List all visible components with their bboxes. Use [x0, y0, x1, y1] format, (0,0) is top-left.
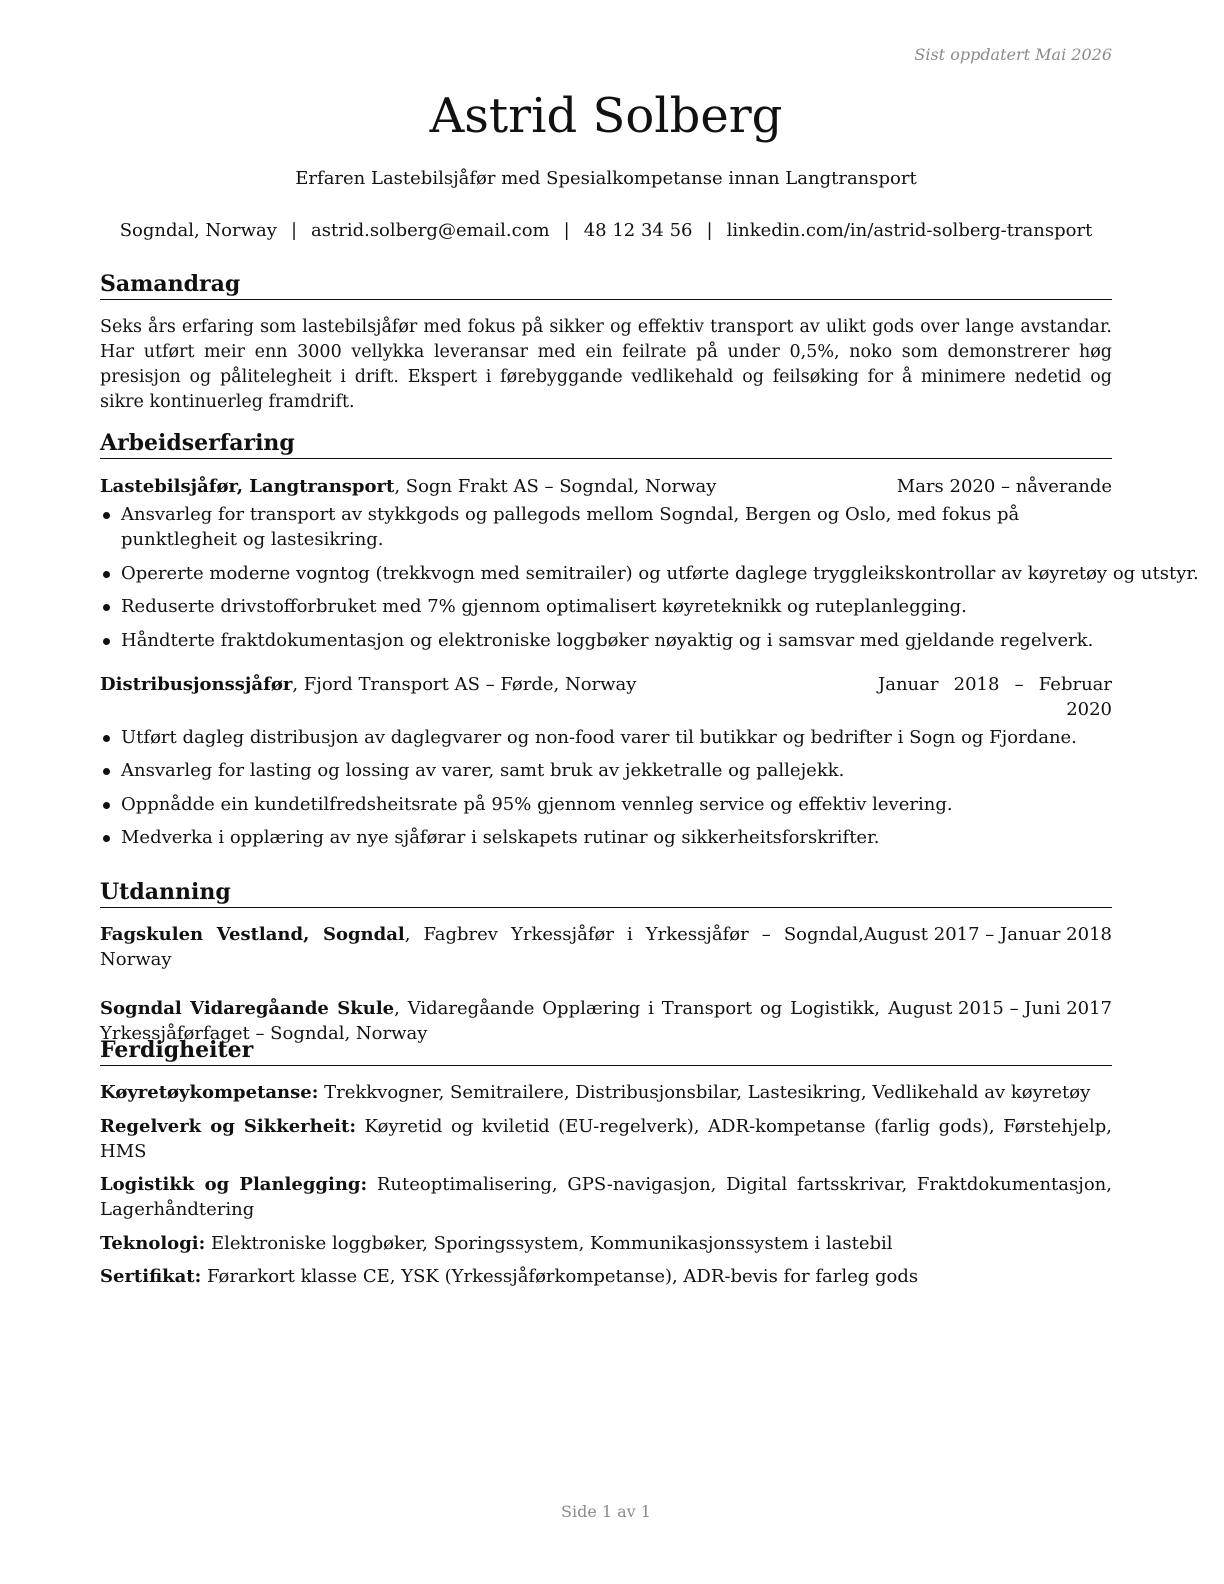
education-detail: , Fagbrev Yrkessjåfør i Yrkessjåfør – Sogndal, Norway: [100, 924, 864, 970]
education-entry: [100, 922, 1112, 972]
list-item: [100, 725, 1115, 750]
list-item: [100, 628, 1115, 653]
education-school: Fagskulen Vestland, Sogndal: [100, 924, 405, 945]
bullet-icon: [103, 512, 110, 519]
section-title-experience: Arbeidserfaring: [100, 429, 1112, 459]
job-entry: [100, 474, 1199, 653]
bullet-text: Ansvarleg for lasting og lossing av varer, samt bruk av jekketralle og pallejekk.: [121, 760, 845, 781]
education-dates: August 2017 – Januar 2018: [863, 924, 1112, 945]
skill-value: Elektroniske loggbøker, Sporingssystem, Kommunikasjonssystem i lastebil: [205, 1232, 893, 1254]
contact-separator: |: [290, 220, 298, 241]
section-title-education: Utdanning: [100, 878, 1112, 908]
skill-row: [100, 1231, 1112, 1256]
experience-section: [100, 429, 1199, 859]
job-title-line: [100, 474, 716, 499]
list-item: [100, 758, 1115, 783]
list-item: [100, 825, 1115, 850]
bullet-icon: [103, 571, 110, 578]
skills-list: [100, 1080, 1112, 1289]
skill-value: Førarkort klasse CE, YSK (Yrkessjåførkompetanse), ADR-bevis for farleg gods: [201, 1266, 919, 1287]
section-title-skills: Ferdigheiter: [100, 1036, 1112, 1066]
bullet-text: Opererte moderne vogntog (trekkvogn med semitrailer) og utførte daglege tryggleikskontrollar av køyretøy og utstyr.: [121, 562, 1199, 584]
bullet-text: Håndterte fraktdokumentasjon og elektroniske loggbøker nøyaktig og i samsvar med gjeldande regelverk.: [121, 629, 1094, 651]
contact-separator: |: [706, 220, 713, 241]
job-bullets: [100, 725, 1112, 851]
bullet-text: Reduserte drivstofforbruket med 7% gjennom optimalisert køyreteknikk og ruteplanlegging.: [121, 596, 967, 617]
skill-label: Køyretøykompetanse:: [100, 1082, 319, 1103]
job-header: [100, 672, 1112, 722]
education-school: Sogndal Vidaregåande Skule: [100, 998, 395, 1019]
resume-page: [100, 0, 1199, 1584]
job-dates: Mars 2020 – nåverande: [896, 476, 1112, 497]
summary-text: Seks års erfaring som lastebilsjåfør med fokus på sikker og effektiv transport av ulikt gods over lange avstandar. Har utført meir enn 3000 vellykka leveransar med ein feilrate på under 0,5%, noko som demonstrerer høg presisjon og pålitelegheit i drift. Ekspert i førebyggande vedlikehald og feilsøking for å minimere nedetid og sikre kontinuerleg framdrift.: [100, 317, 1112, 412]
skill-value: Trekkvogner, Semitrailere, Distribusjonsbilar, Lastesikring, Vedlikehald av køyretøy: [318, 1082, 1091, 1103]
list-item: [100, 561, 1199, 586]
job-role: Distribusjonssjåfør: [100, 673, 293, 695]
list-item: [100, 792, 1115, 817]
skill-row: [100, 1264, 1112, 1289]
bullet-text: Ansvarleg for transport av stykkgods og pallegods mellom Sogndal, Bergen og Oslo, med fokus på punktlegheit og lastesikring.: [121, 504, 1020, 550]
contact-line: [100, 219, 1112, 243]
candidate-headline: Erfaren Lastebilsjåfør med Spesialkompetanse innan Langtransport: [295, 168, 917, 189]
last-updated-text: Sist oppdatert Mai 2026: [914, 45, 1112, 64]
skill-row: [100, 1114, 1112, 1164]
bullet-icon: [103, 768, 110, 775]
job-header: [100, 474, 1112, 499]
bullet-icon: [103, 802, 110, 809]
bullet-icon: [103, 638, 110, 645]
job-entry: [100, 672, 1112, 851]
contact-separator: |: [563, 220, 570, 241]
skill-label: Logistikk og Planlegging:: [100, 1174, 368, 1195]
bullet-icon: [103, 835, 110, 842]
summary-section: [100, 270, 1112, 415]
skill-value: Ruteoptimalisering, GPS-navigasjon, Digital fartsskrivar, Fraktdokumentasjon, Lagerhåndtering: [100, 1174, 1112, 1220]
page-number: Side 1 av 1: [561, 1502, 651, 1521]
job-title-line: [100, 672, 636, 722]
skill-label: Sertifikat:: [100, 1266, 202, 1287]
bullet-icon: [103, 735, 110, 742]
list-item: [100, 502, 1115, 552]
contact-linkedin[interactable]: linkedin.com/in/astrid-solberg-transport: [726, 220, 1093, 241]
skill-row: [100, 1172, 1112, 1222]
bullet-text: Oppnådde ein kundetilfredsheitsrate på 95% gjennom vennleg service og effektiv levering.: [121, 793, 953, 815]
job-bullets: [100, 502, 1199, 653]
contact-location: Sogndal, Norway: [119, 220, 277, 241]
job-dates: Januar 2018 – Februar 2020: [878, 673, 1112, 720]
contact-email[interactable]: astrid.solberg@email.com: [311, 220, 550, 241]
skill-label: Teknologi:: [100, 1232, 206, 1254]
bullet-icon: [103, 604, 110, 611]
contact-phone: 48 12 34 56: [583, 220, 693, 241]
section-title-summary: Samandrag: [100, 270, 1112, 300]
list-item: [100, 594, 1115, 619]
job-employer: , Fjord Transport AS – Førde, Norway: [292, 673, 637, 695]
skill-row: [100, 1080, 1112, 1105]
bullet-text: Medverka i opplæring av nye sjåførar i selskapets rutinar og sikkerheitsforskrifter.: [121, 827, 880, 848]
job-role: Lastebilsjåfør, Langtransport: [100, 476, 395, 497]
skill-label: Regelverk og Sikkerheit:: [100, 1115, 356, 1137]
skills-section: [100, 1036, 1112, 1298]
education-detail: , Vidaregåande Opplæring i Transport og Logistikk, Yrkessjåførfaget – Sogndal, Norway: [100, 998, 880, 1044]
candidate-name: Astrid Solberg: [429, 88, 783, 144]
job-employer: , Sogn Frakt AS – Sogndal, Norway: [394, 476, 717, 497]
education-dates: August 2015 – Juni 2017: [888, 998, 1112, 1019]
bullet-text: Utført dagleg distribusjon av daglegvarer og non-food varer til butikkar og bedrifter i Sogn og Fjordane.: [121, 726, 1077, 748]
education-section: [100, 878, 1112, 1046]
skill-value: Køyretid og kviletid (EU-regelverk), ADR-kompetanse (farlig gods), Førstehjelp, HMS: [100, 1115, 1112, 1162]
education-title-line: [100, 922, 864, 972]
